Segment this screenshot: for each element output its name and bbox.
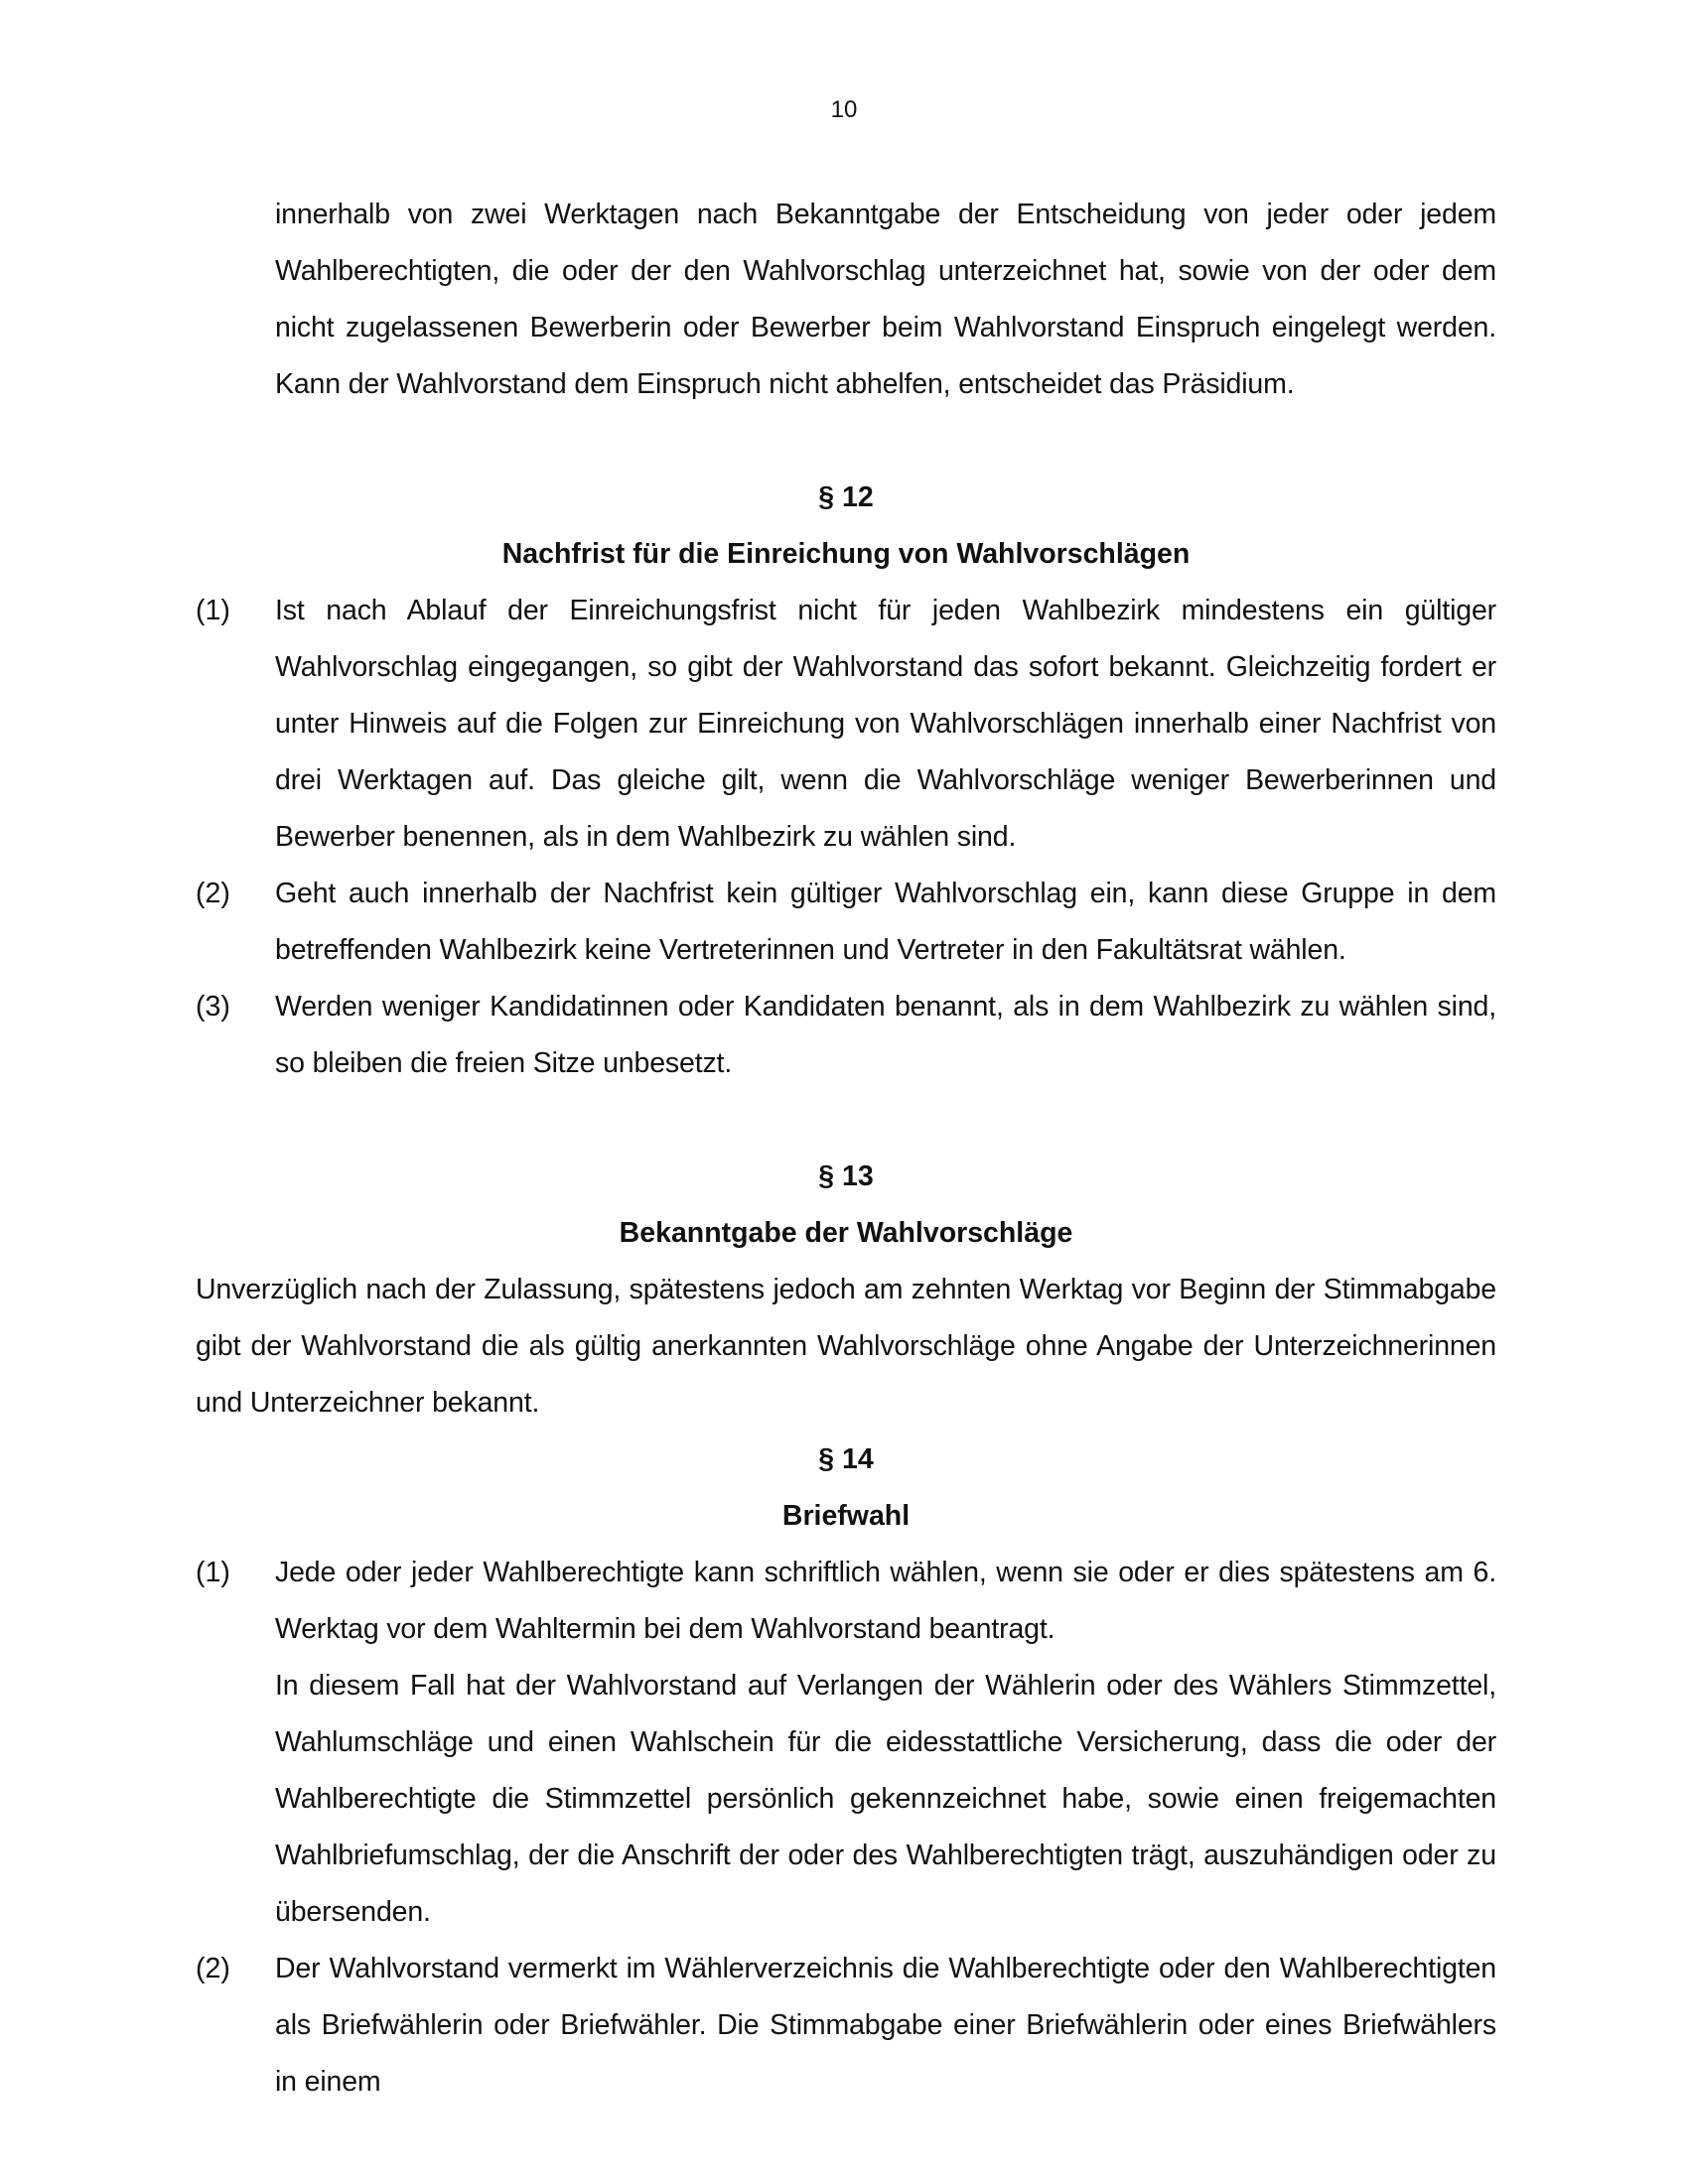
section-12-paragraph-2 bbox=[196, 866, 1496, 979]
paragraph-number: (3) bbox=[196, 991, 230, 1023]
paragraph-text: Jede oder jeder Wahlberechtigte kann schriftlich wählen, wenn sie oder er dies spätestens am 6. Werktag vor dem Wahltermin bei dem Wahlvorstand beantragt. bbox=[275, 1557, 1496, 1645]
document-content bbox=[196, 187, 1496, 2111]
paragraph-number: (1) bbox=[196, 1557, 230, 1588]
paragraph-number: (2) bbox=[196, 878, 230, 909]
paragraph-text: Geht auch innerhalb der Nachfrist kein gültiger Wahlvorschlag ein, kann diese Gruppe in dem betreffenden Wahlbezirk keine Vertreterinnen und Vertreter in den Fakultätsrat wählen. bbox=[275, 878, 1496, 966]
section-14-title: Briefwahl bbox=[781, 1500, 911, 1532]
paragraph-text: Der Wahlvorstand vermerkt im Wählerverzeichnis die Wahlberechtigte oder den Wahlberechtigten als Briefwählerin oder Briefwähler. Die Stimmabgabe einer Briefwählerin oder eines Briefwählers in einem bbox=[275, 1953, 1496, 2098]
section-12 bbox=[196, 470, 1496, 1092]
section-14-paragraph-2 bbox=[196, 1941, 1496, 2111]
paragraph-text: Ist nach Ablauf der Einreichungsfrist nicht für jeden Wahlbezirk mindestens ein gültiger Wahlvorschlag eingegangen, so gibt der Wahlvorstand das sofort bekannt. Gleichzeitig fordert er unter Hinweis auf die Folgen zur Einreichung von Wahlvorschlägen innerhalb einer Nachfrist von drei Werktagen auf. Das gleiche gilt, wenn die Wahlvorschläge weniger Bewerberinnen und Bewerber benennen, als in dem Wahlbezirk zu wählen sind. bbox=[275, 595, 1496, 853]
section-13-title: Bekanntgabe der Wahlvorschläge bbox=[619, 1217, 1073, 1249]
section-14-paragraph-1 bbox=[196, 1545, 1496, 1941]
page-number: 10 bbox=[830, 96, 858, 123]
section-12-paragraph-1 bbox=[196, 583, 1496, 866]
section-13 bbox=[196, 1149, 1496, 1432]
section-13-text: Unverzüglich nach der Zulassung, spätestens jedoch am zehnten Werktag vor Beginn der Stimmabgabe gibt der Wahlvorstand die als gültig anerkannten Wahlvorschläge ohne Angabe der Unterzeichnerinnen und Unterzeichner bekannt. bbox=[196, 1274, 1496, 1419]
section-12-paragraph-3 bbox=[196, 979, 1496, 1092]
section-14 bbox=[196, 1432, 1496, 2111]
section-14-symbol: § 14 bbox=[818, 1443, 874, 1475]
section-12-symbol: § 12 bbox=[818, 481, 874, 513]
section-12-title: Nachfrist für die Einreichung von Wahlvorschlägen bbox=[501, 538, 1191, 570]
paragraph-continuation: In diesem Fall hat der Wahlvorstand auf Verlangen der Wählerin oder des Wählers Stimmzettel, Wahlumschläge und einen Wahlschein für die eidesstattliche Versicherung, dass die oder der Wahlberechtigte die Stimmzettel persönlich gekennzeichnet habe, sowie einen freigemachten Wahlbriefumschlag, der die Anschrift der oder des Wahlberechtigten trägt, auszuhändigen oder zu übersenden. bbox=[275, 1670, 1496, 1928]
paragraph-text: Werden weniger Kandidatinnen oder Kandidaten benannt, als in dem Wahlbezirk zu wählen sind, so bleiben die freien Sitze unbesetzt. bbox=[275, 991, 1496, 1079]
intro-paragraph: innerhalb von zwei Werktagen nach Bekanntgabe der Entscheidung von jeder oder jedem Wahlberechtigten, die oder der den Wahlvorschlag unterzeichnet hat, sowie von der oder dem nicht zugelassenen Bewerberin oder Bewerber beim Wahlvorstand Einspruch eingelegt werden. Kann der Wahlvorstand dem Einspruch nicht abhelfen, entscheidet das Präsidium. bbox=[275, 199, 1496, 400]
section-13-symbol: § 13 bbox=[818, 1160, 874, 1192]
paragraph-number: (1) bbox=[196, 595, 230, 626]
paragraph-number: (2) bbox=[196, 1953, 230, 1984]
